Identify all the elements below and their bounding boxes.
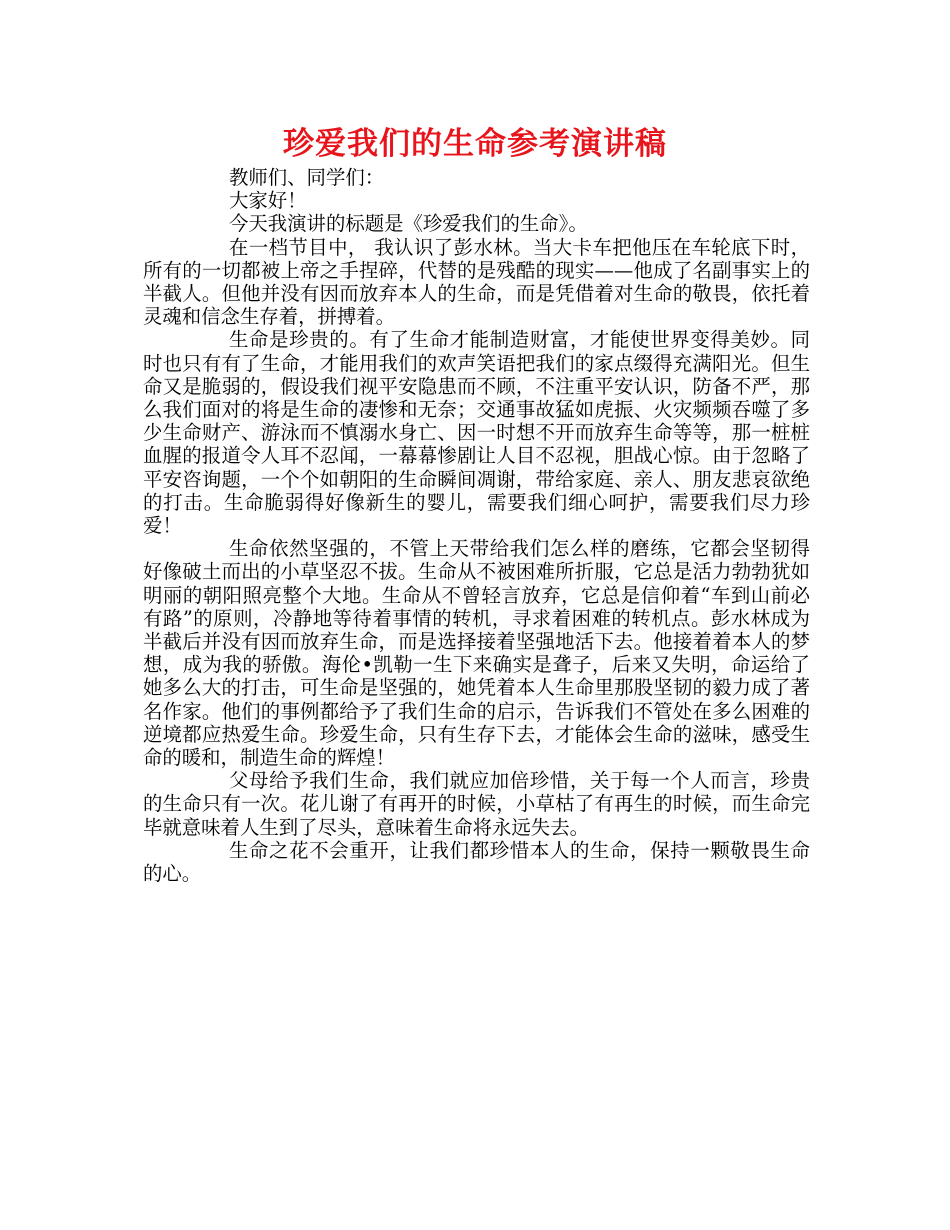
- intro-paragraph: 今天我演讲的标题是《珍爱我们的生命》。: [229, 212, 588, 236]
- body-paragraph: 父母给予我们生命，我们就应加倍珍惜，关于每一个人而言，珍贵的生命只有一次。花儿谢了有再开的时候，小草枯了有再生的时候，而生命完毕就意味着人生到了尽头，意味着生命将永远失去。: [143, 769, 810, 839]
- greeting-paragraph: 大家好！: [229, 189, 307, 213]
- closing-paragraph: 生命之花不会重开，让我们都珍惜本人的生命，保持一颗敬畏生命的心。: [143, 838, 810, 886]
- document-title: 珍爱我们的生命参考演讲稿: [283, 126, 667, 162]
- body-paragraph: 在一档节目中， 我认识了彭水林。当大卡车把他压在车轮底下时，所有的一切都被上帝之手捏碎，代替的是残酷的现实——他成了名副事实上的半截人。但他并没有因而放弃本人的生命，而是凭借着对生命的敬畏，依托着灵魂和信念生存着，拼搏着。: [143, 235, 810, 329]
- document-body: [143, 166, 810, 885]
- body-paragraph: 生命依然坚强的，不管上天带给我们怎么样的磨练，它都会坚韧得好像破土而出的小草坚忍不拔。生命从不被困难所折服，它总是活力勃勃犹如明丽的朝阳照亮整个大地。生命从不曾轻言放弃，它总是信仰着“车到山前必有路”的原则，冷静地等待着事情的转机，寻求着困难的转机点。彭水林成为半截后并没有因而放弃生命，而是选择接着坚强地活下去。他接着着本人的梦想，成为我的骄傲。海伦•凯勒一生下来确实是聋子，后来又失明，命运给了她多么大的打击，可生命是坚强的，她凭着本人生命里那股坚韧的毅力成了著名作家。他们的事例都给予了我们生命的启示，告诉我们不管处在多么困难的逆境都应热爱生命。珍爱生命，只有生存下去，才能体会生命的滋味，感受生命的暖和，制造生命的辉煌！: [143, 537, 810, 770]
- salutation-paragraph: 教师们、同学们：: [229, 166, 385, 189]
- body-paragraph: 生命是珍贵的。有了生命才能制造财富，才能使世界变得美妙。同时也只有有了生命，才能用我们的欢声笑语把我们的家点缀得充满阳光。但生命又是脆弱的，假设我们视平安隐患而不顾，不注重平安认识，防备不严，那么我们面对的将是生命的凄惨和无奈；交通事故猛如虎振、火灾频频吞噬了多少生命财产、游泳而不慎溺水身亡、因一时想不开而放弃生命等等，那一桩桩血腥的报道令人耳不忍闻，一幕幕惨剧让人目不忍视，胆战心惊。由于忽略了平安咨询题，一个个如朝阳的生命瞬间凋谢，带给家庭、亲人、朋友悲哀欲绝的打击。生命脆弱得好像新生的婴儿，需要我们细心呵护，需要我们尽力珍爱！: [143, 328, 810, 538]
